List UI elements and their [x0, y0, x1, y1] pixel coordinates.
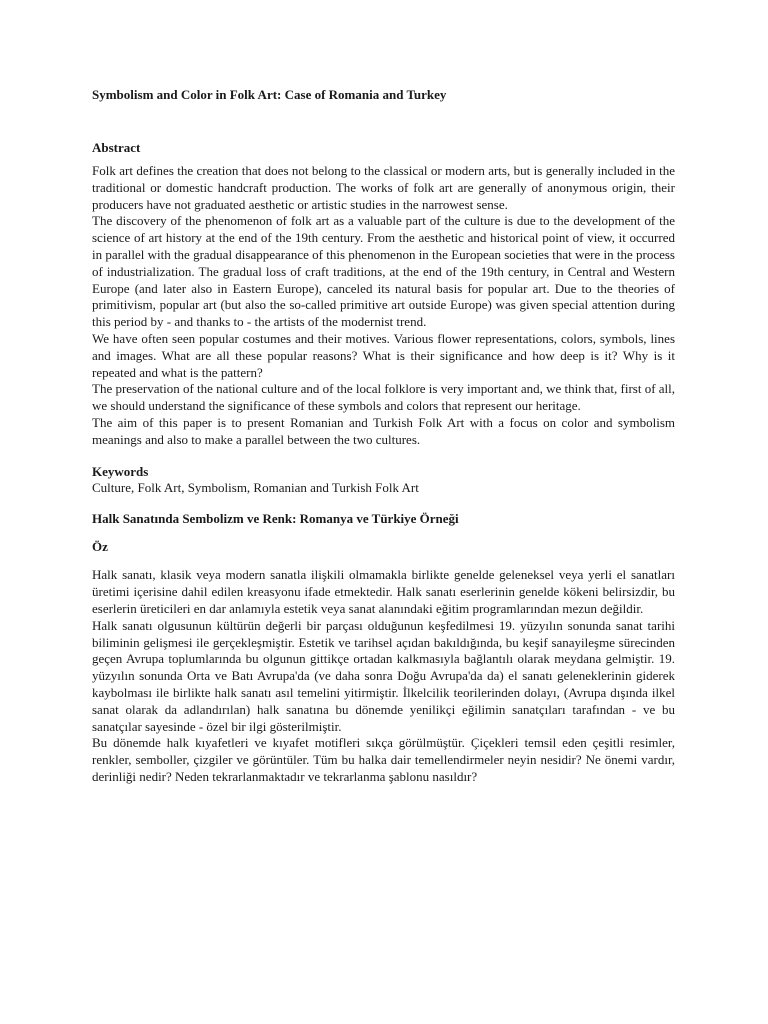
abstract-heading: Abstract — [92, 140, 141, 155]
oz-paragraph: Bu dönemde halk kıyafetleri ve kıyafet motifleri sıkça görülmüştür. Çiçekleri temsil eden çeşitli resimler, renkler, semboller, çizgiler ve görüntüler. Tüm bu halka dair temellendirmeler neyin nesidir? Ne önemi vardır, derinliği nedir? Neden tekrarlanmaktadır ve tekrarlanma şablonu nasıldır? — [92, 735, 675, 784]
turkish-title: Halk Sanatında Sembolizm ve Renk: Romanya ve Türkiye Örneği — [92, 511, 459, 527]
abstract-paragraph: We have often seen popular costumes and their motives. Various flower representations, colors, symbols, lines and images. What are all these popular reasons? What is their significance and how deep is it? Why is it repeated and what is the pattern? — [92, 330, 675, 380]
paper-title: Symbolism and Color in Folk Art: Case of Romania and Turkey — [92, 87, 447, 102]
oz-paragraph: Halk sanatı, klasik veya modern sanatla ilişkili olmamakla birlikte genelde geleneksel veya yerli el sanatları üretimi içerisine dahil edilen kreasyonu ifade etmektedir. Halk sanatı eserlerinin genelde kökeni belirsizdir, bu eserlerin üreticileri en dar anlamıyla estetik veya sanat alanındaki eğitim programlarından mezun değildir. — [92, 567, 675, 616]
abstract-paragraph: The aim of this paper is to present Romanian and Turkish Folk Art with a focus on color and symbolism meanings and also to make a parallel between the two cultures. — [92, 414, 675, 447]
oz-heading: Öz — [92, 539, 108, 555]
abstract-paragraph: Folk art defines the creation that does not belong to the classical or modern arts, but is generally included in the traditional or domestic handcraft production. The works of folk art are generally of anonymous origin, their producers have not graduated aesthetic or artistic studies in the narrowest sense. — [92, 163, 675, 212]
document-page — [92, 86, 675, 786]
abstract-paragraph: The discovery of the phenomenon of folk art as a valuable part of the culture is due to the development of the science of art history at the end of the 19th century. From the aesthetic and historical point of view, it occurred in parallel with the gradual disappearance of this phenomenon in the European societies that were in the process of industrialization. The gradual loss of craft traditions, at the end of the 19th century, in Central and Western Europe (and later also in Eastern Europe), canceled its natural basis for popular art. Due to the theories of primitivism, popular art (but also the so-called primitive art outside Europe) was given special attention during this period by - and thanks to - the artists of the modernist trend. — [92, 213, 675, 330]
oz-paragraph: Halk sanatı olgusunun kültürün değerli bir parçası olduğunun keşfedilmesi 19. yüzyılın sonunda sanat tarihi biliminin gelişmesi ile gerçekleşmiştir. Estetik ve tarihsel açıdan bakıldığında, bu keşif sanayileşme sürecinden geçen Avrupa toplumlarında bu olgunun gittikçe ortadan kalkmasıyla bağlantılı olarak meydana gelmiştir. 19. yüzyılın sonunda Orta ve Batı Avrupa'da (ve daha sonra Doğu Avrupa'da da) el sanatı geleneklerinin giderek kaybolması ile birlikte halk sanatı asıl temelini yitirmiştir. İlkelcilik teorilerinden dolayı, (Avrupa dışında ilkel sanat olarak da adlandırılan) halk sanatına bu dönemde yenilikçi eğilimin sanatçıları tarafından - ve bu sanatçılar sayesinde - özel bir ilgi gösterilmiştir. — [92, 617, 675, 734]
keywords-text: Culture, Folk Art, Symbolism, Romanian and Turkish Folk Art — [92, 479, 419, 495]
abstract-paragraph: The preservation of the national culture and of the local folklore is very important and, we think that, first of all, we should understand the significance of these symbols and colors that represent our heritage. — [92, 381, 676, 414]
keywords-heading: Keywords — [92, 463, 149, 479]
